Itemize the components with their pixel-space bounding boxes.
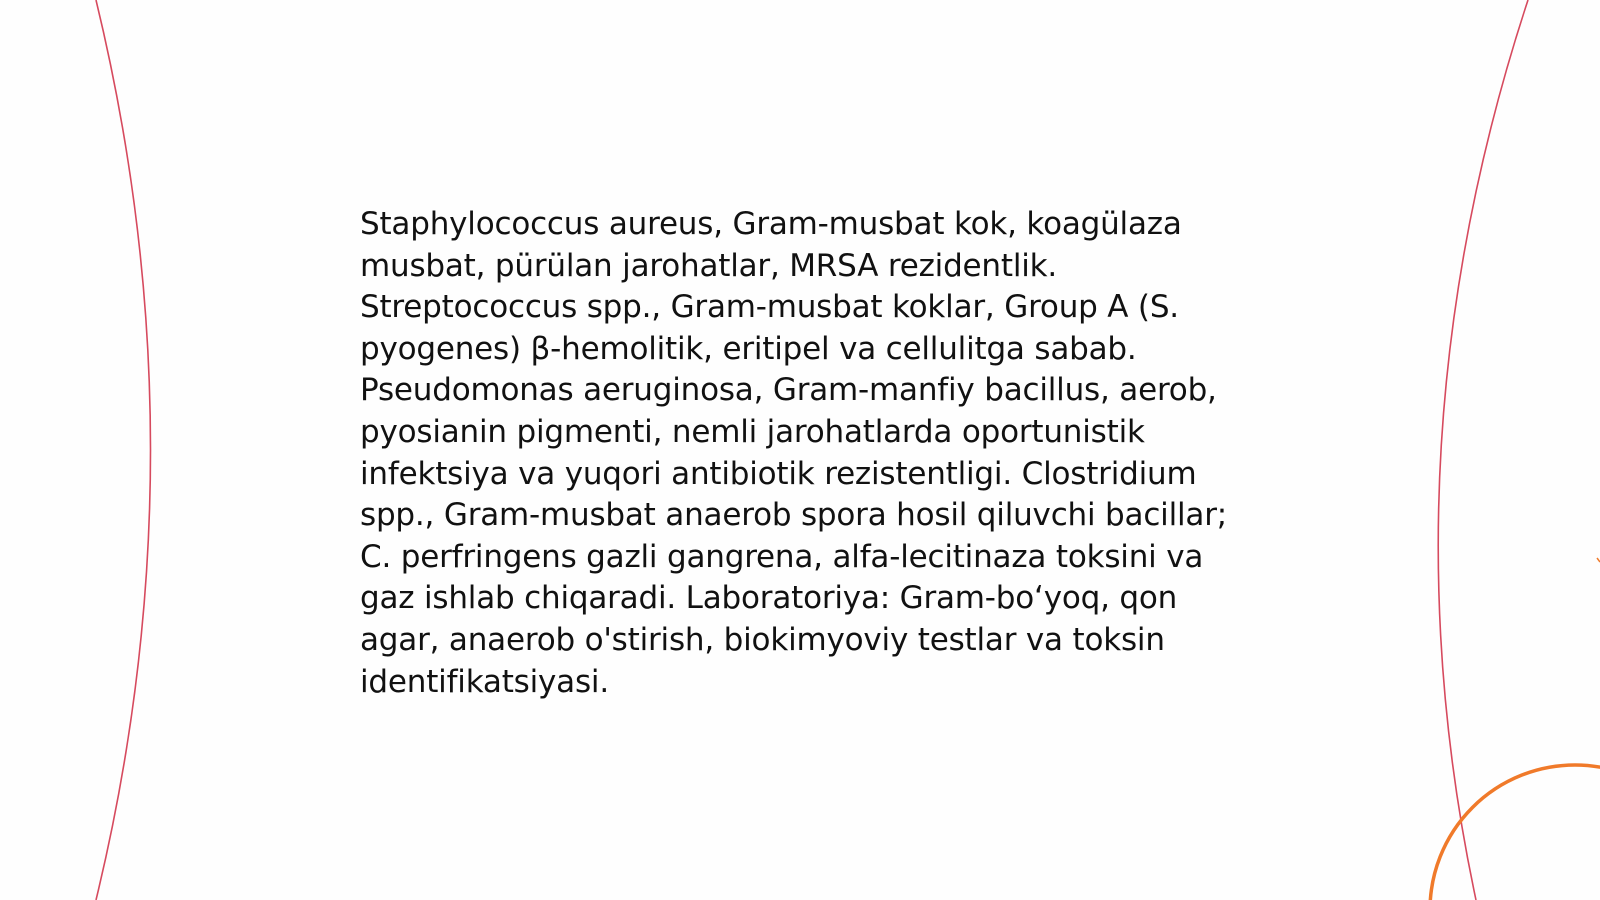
- left-curve-line: [96, 0, 151, 900]
- body-paragraph: Staphylococcus aureus, Gram-musbat kok, koagülaza musbat, pürülan jarohatlar, MRSA rezidentlik. Streptococcus spp., Gram-musbat koklar, Group A (S. pyogenes) β-hemolitik, eritipel va cellulitga sabab. Pseudomonas aeruginosa, Gram-manfiy bacillus, aerob, pyosianin pigmenti, nemli jarohatlarda oportunistik infektsiya va yuqori antibiotik rezistentligi. Clostridium spp., Gram-musbat anaerob spora hosil qiluvchi bacillar; C. perfringens gazli gangrena, alfa-lecitinaza toksini va gaz ishlab chiqaradi. Laboratoriya: Gram-bo‘yoq, qon agar, anaerob o'stirish, biokimyoviy testlar va toksin identifikatsiyasi.: [360, 206, 1228, 700]
- right-curve-line: [1438, 0, 1528, 900]
